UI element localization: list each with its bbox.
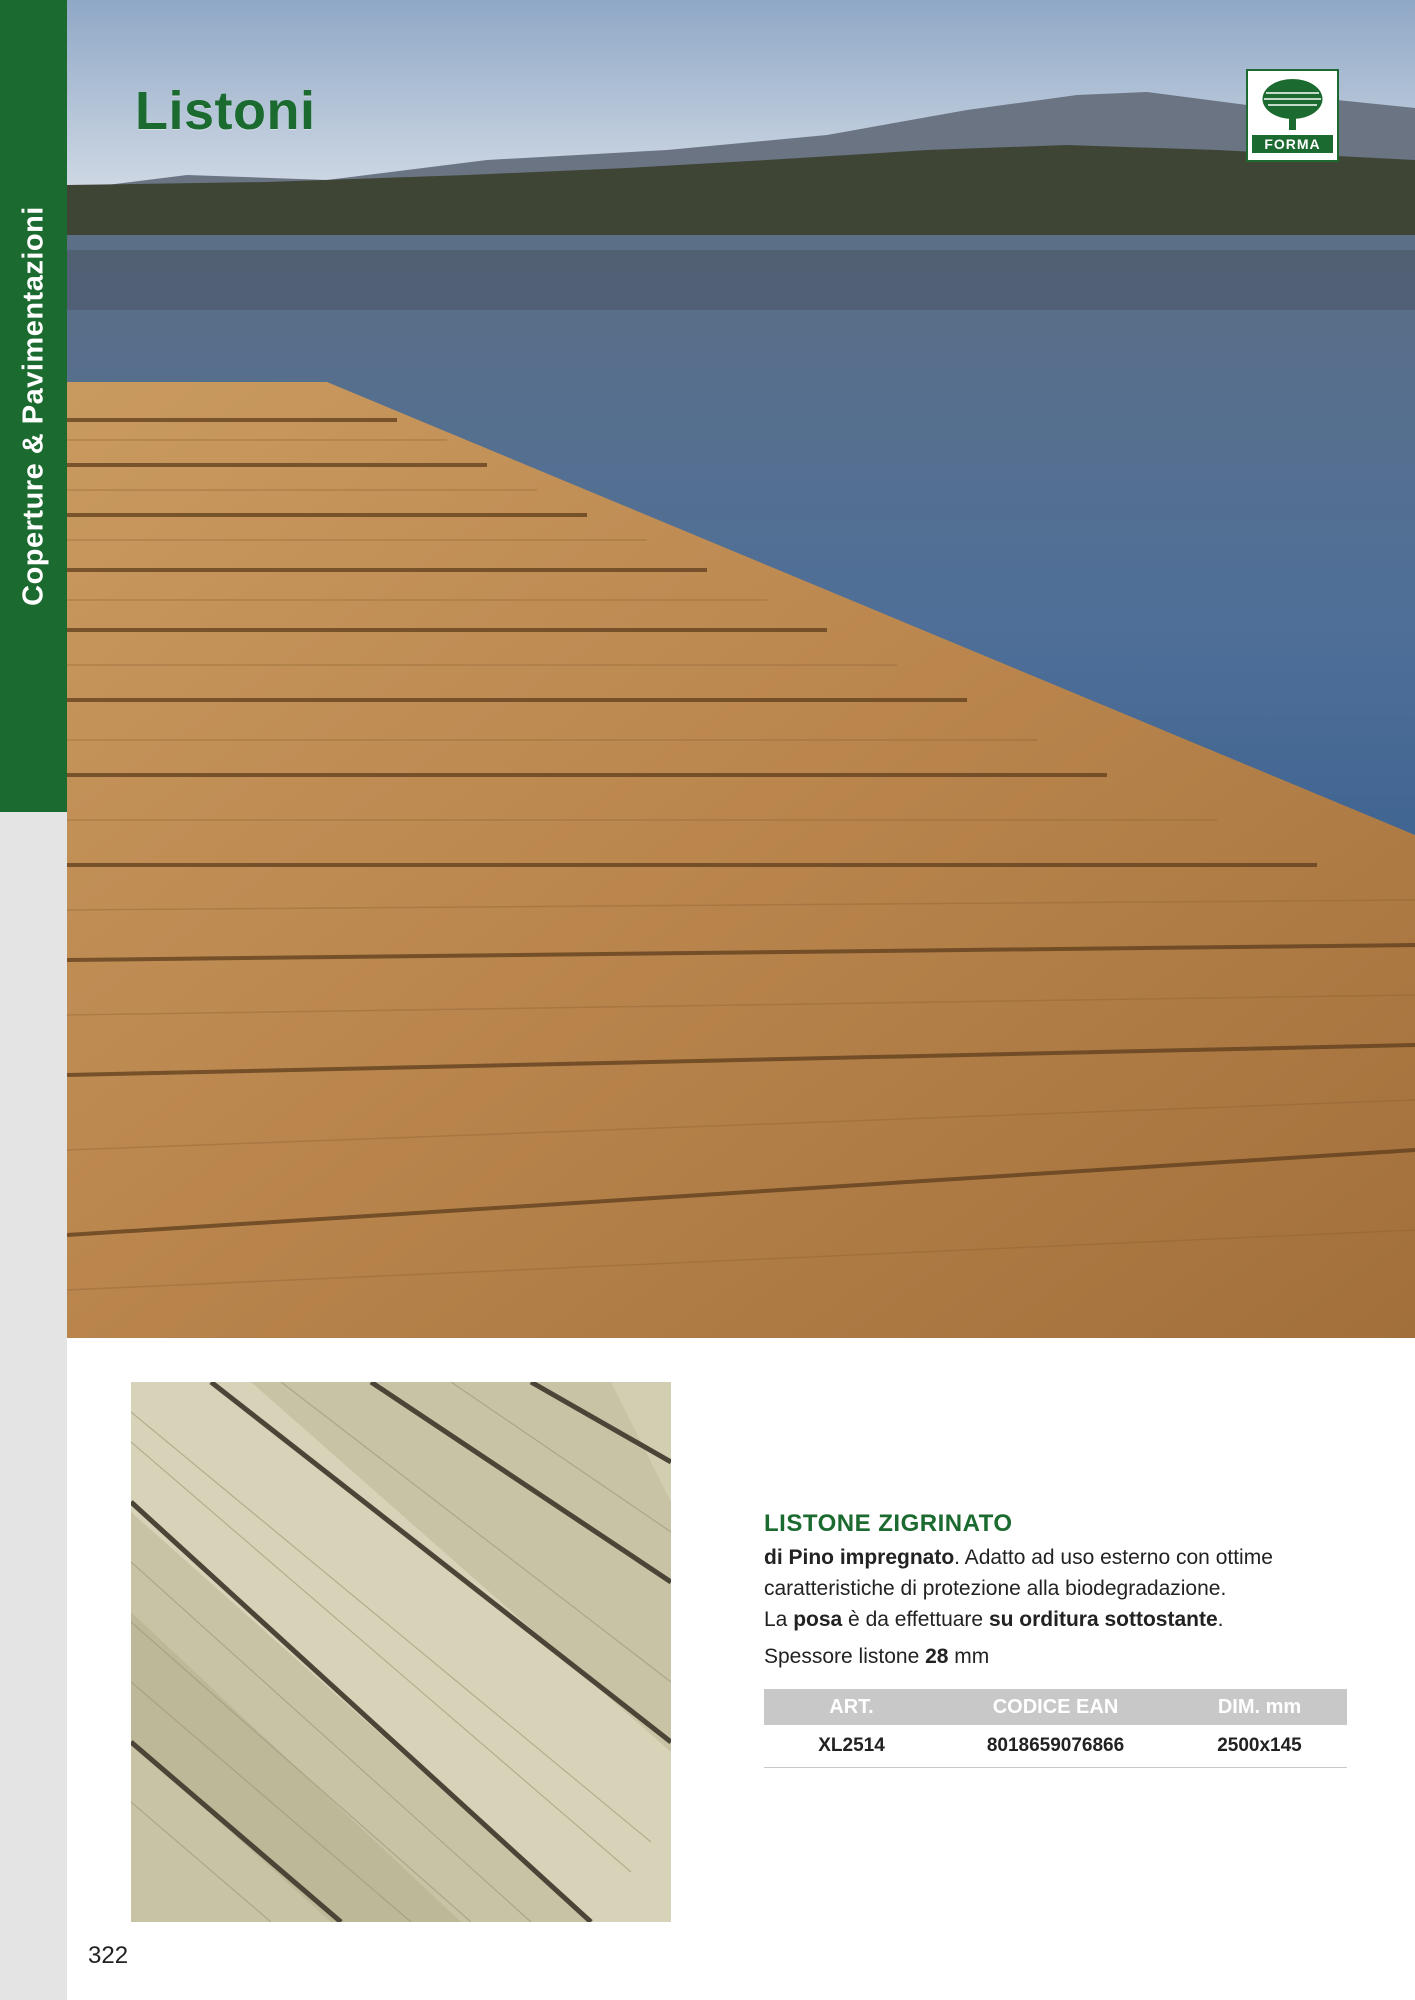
cell-ean: 8018659076866 <box>939 1725 1172 1768</box>
hero-photo <box>67 0 1415 1338</box>
page-title: Listoni <box>135 81 316 141</box>
desc-line1: . Adatto ad uso esterno con ottime <box>954 1546 1273 1569</box>
thickness-label: Spessore listone <box>764 1645 926 1668</box>
forma-logo <box>1246 69 1339 162</box>
desc-line3-b: è da effettuare <box>842 1608 989 1631</box>
table-row <box>764 1725 1347 1768</box>
desc-line3-c: . <box>1217 1608 1224 1631</box>
thickness-unit: mm <box>948 1645 990 1668</box>
desc-bold-orditura: su orditura sottostante <box>988 1608 1218 1631</box>
sidebar-grey-band <box>0 812 67 2000</box>
spec-table <box>764 1689 1347 1768</box>
pier-lake-illustration <box>67 0 1415 1338</box>
decking-boards-illustration <box>131 1382 671 1922</box>
table-header-row <box>764 1689 1347 1725</box>
product-description <box>764 1542 1364 1635</box>
page-number: 322 <box>88 1942 129 1969</box>
product-name: LISTONE ZIGRINATO <box>764 1510 1013 1537</box>
cell-art: XL2514 <box>764 1725 939 1768</box>
sidebar-section-band <box>0 0 67 812</box>
section-label: Coperture & Pavimentazioni <box>17 206 50 606</box>
desc-line2: caratteristiche di protezione alla biodegradazione. <box>764 1577 1227 1600</box>
thickness-line <box>764 1645 1364 1669</box>
logo-brand-text: FORMA <box>1252 135 1333 153</box>
header-ean: CODICE EAN <box>939 1689 1172 1725</box>
product-thumbnail <box>131 1382 671 1922</box>
header-dim: DIM. mm <box>1172 1689 1347 1725</box>
desc-line3-a: La <box>764 1608 794 1631</box>
thickness-value: 28 <box>925 1645 949 1668</box>
desc-bold-posa: posa <box>793 1608 843 1631</box>
header-art: ART. <box>764 1689 939 1725</box>
cell-dim: 2500x145 <box>1172 1725 1347 1768</box>
desc-bold-wood: di Pino impregnato <box>764 1546 955 1569</box>
product-details <box>764 1510 1364 1768</box>
